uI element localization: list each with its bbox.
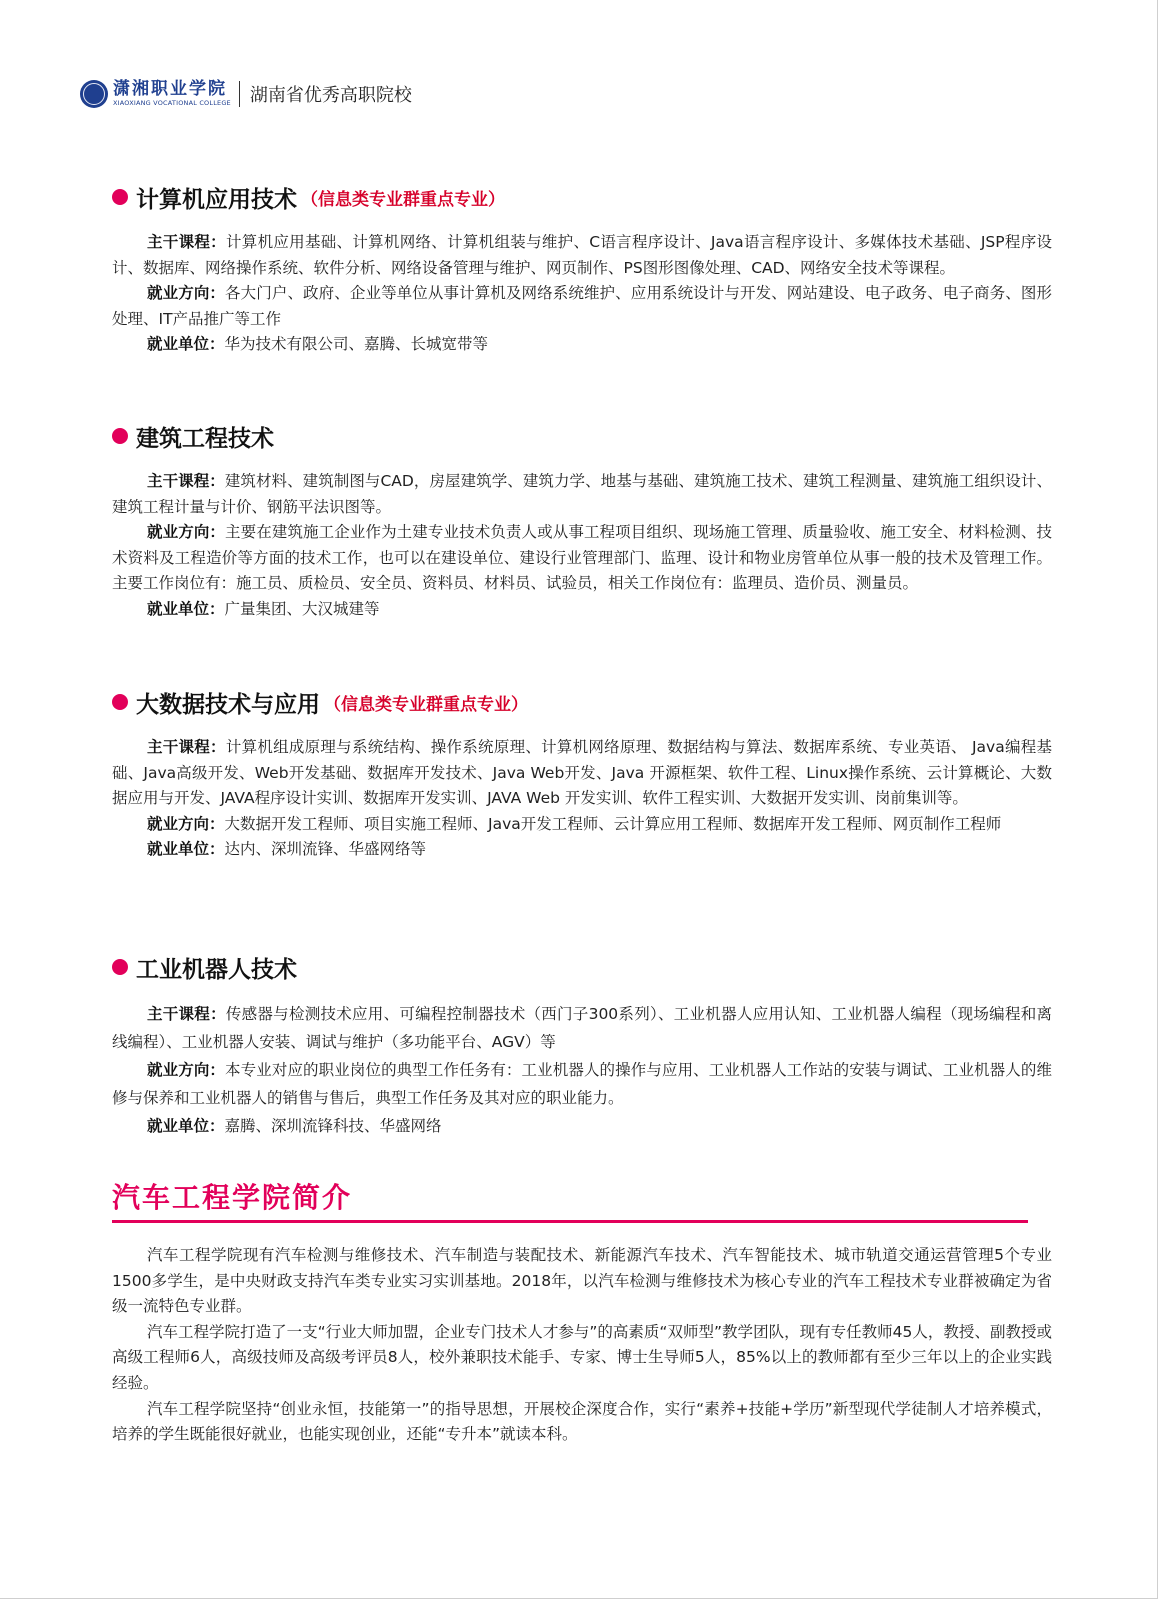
employers [112, 837, 1052, 863]
major-computer-application [112, 180, 1052, 358]
employers [112, 597, 1052, 623]
bullet-dot-icon [112, 959, 128, 975]
courses-text: 计算机组成原理与系统结构、操作系统原理、计算机网络原理、数据结构与算法、数据库系统、专业英语、 Java编程基础、Java高级开发、Web开发基础、数据库开发技术、Java Web开发、Java 开源框架、软件工程、Linux操作系统、云计算概论、大数据应用与开发、JAVA程序设计实训、数据库开发实训、JAVA Web 开发实训、软件工程实训、大数据开发实训、岗前集训等。 [112, 738, 1052, 808]
career-text: 大数据开发工程师、项目实施工程师、Java开发工程师、云计算应用工程师、数据库开发工程师、网页制作工程师 [224, 814, 1002, 833]
major-title: 建筑工程技术 [136, 425, 274, 452]
major-tag: （信息类专业群重点专业） [324, 694, 528, 715]
section-paragraph: 汽车工程学院坚持“创业永恒，技能第一”的指导思想，开展校企深度合作，实行“素养+技能+学历”新型现代学徒制人才培养模式，培养的学生既能很好就业，也能实现创业，还能“专升本”就读本科。 [112, 1399, 1052, 1444]
main-courses [112, 230, 1052, 281]
major-title-row [112, 419, 1052, 453]
career-text: 主要在建筑施工企业作为土建专业技术负责人或从事工程项目组织、现场施工管理、质量验收、施工安全、材料检测、技术资料及工程造价等方面的技术工作，也可以在建设单位、建设行业管理部门、监理、设计和物业房管单位从事一般的技术及管理工作。主要工作岗位有：施工员、质检员、安全员、资料员、材料员、试验员，相关工作岗位有：监理员、造价员、测量员。 [112, 523, 1052, 593]
employer-text: 达内、深圳流锋、华盛网络等 [224, 840, 427, 859]
header-divider [239, 81, 240, 107]
career-text: 各大门户、政府、企业等单位从事计算机及网络系统维护、应用系统设计与开发、网站建设、电子政务、电子商务、图形处理、IT产品推广等工作 [112, 284, 1052, 328]
career-direction [112, 281, 1052, 332]
courses-text: 传感器与检测技术应用、可编程控制器技术（西门子300系列）、工业机器人应用认知、工业机器人编程（现场编程和离线编程）、工业机器人安装、调试与维护（多功能平台、AGV）等 [112, 1005, 1052, 1051]
logo-chinese-name: 潇湘职业学院 [113, 79, 227, 100]
main-courses [112, 1000, 1052, 1056]
employer-label: 就业单位： [147, 1117, 225, 1135]
employer-label: 就业单位： [147, 840, 225, 859]
career-label: 就业方向： [147, 523, 226, 542]
header-slogan: 湖南省优秀高职院校 [249, 85, 412, 106]
career-text: 本专业对应的职业岗位的典型工作任务有：工业机器人的操作与应用、工业机器人工作站的安装与调试、工业机器人的维修与保养和工业机器人的销售与售后，典型工作任务及其对应的职业能力。 [112, 1061, 1052, 1107]
courses-text: 计算机应用基础、计算机网络、计算机组装与维护、C语言程序设计、Java语言程序设计、多媒体技术基础、JSP程序设计、数据库、网络操作系统、软件分析、网络设备管理与维护、网页制作、PS图形图像处理、CAD、网络安全技术等课程。 [112, 233, 1052, 277]
major-title: 大数据技术与应用 [136, 691, 320, 718]
section-title: 汽车工程学院简介 [112, 1181, 353, 1214]
employer-text: 嘉腾、深圳流锋科技、华盛网络 [224, 1117, 442, 1135]
major-title-row [112, 180, 1052, 214]
courses-label: 主干课程： [147, 472, 225, 490]
major-construction-engineering [112, 419, 1052, 623]
page-header [80, 76, 412, 112]
bullet-dot-icon [112, 428, 128, 444]
major-title: 工业机器人技术 [136, 956, 297, 983]
college-logo [113, 81, 231, 107]
bullet-dot-icon [112, 189, 128, 205]
employer-label: 就业单位： [147, 335, 225, 354]
employers [112, 332, 1052, 358]
employer-label: 就业单位： [147, 599, 225, 618]
courses-text: 建筑材料、建筑制图与CAD，房屋建筑学、建筑力学、地基与基础、建筑施工技术、建筑工程测量、建筑施工组织设计、建筑工程计量与计价、钢筋平法识图等。 [112, 472, 1052, 516]
courses-label: 主干课程： [147, 738, 226, 756]
career-label: 就业方向： [147, 284, 226, 303]
major-title-row [112, 950, 1052, 984]
section-paragraph: 汽车工程学院打造了一支“行业大师加盟，企业专门技术人才参与”的高素质“双师型”教学团队，现有专任教师45人，教授、副教授或高级工程师6人，高级技师及高级考评员8人，校外兼职技术能手、专家、博士生导师5人，85%以上的教师都有至少三年以上的企业实践经验。 [112, 1322, 1052, 1392]
career-direction [112, 1056, 1052, 1112]
major-tag: （信息类专业群重点专业） [301, 189, 505, 210]
major-title-row [112, 685, 1052, 719]
career-label: 就业方向： [147, 1061, 226, 1079]
section-paragraph: 汽车工程学院现有汽车检测与维修技术、汽车制造与装配技术、新能源汽车技术、汽车智能技术、城市轨道交通运营管理5个专业1500多学生，是中央财政支持汽车类专业实习实训基地。2018年，以汽车检测与维修技术为核心专业的汽车工程技术专业群被确定为省级一流特色专业群。 [112, 1246, 1052, 1316]
employer-text: 广量集团、大汉城建等 [224, 599, 380, 618]
major-title: 计算机应用技术 [136, 186, 297, 213]
major-big-data [112, 685, 1052, 863]
career-label: 就业方向： [147, 814, 225, 833]
courses-label: 主干课程： [147, 1005, 226, 1023]
career-direction [112, 812, 1052, 838]
career-direction [112, 520, 1052, 597]
employer-text: 华为技术有限公司、嘉腾、长城宽带等 [224, 335, 489, 354]
automotive-college-section [112, 1178, 1052, 1448]
logo-english-name: XIAOXIANG VOCATIONAL COLLEGE [113, 99, 231, 108]
main-courses [112, 469, 1052, 520]
employers [112, 1112, 1052, 1140]
main-courses [112, 735, 1052, 812]
major-industrial-robot [112, 950, 1052, 1140]
college-seal-icon [80, 80, 108, 108]
courses-label: 主干课程： [147, 233, 226, 251]
bullet-dot-icon [112, 694, 128, 710]
